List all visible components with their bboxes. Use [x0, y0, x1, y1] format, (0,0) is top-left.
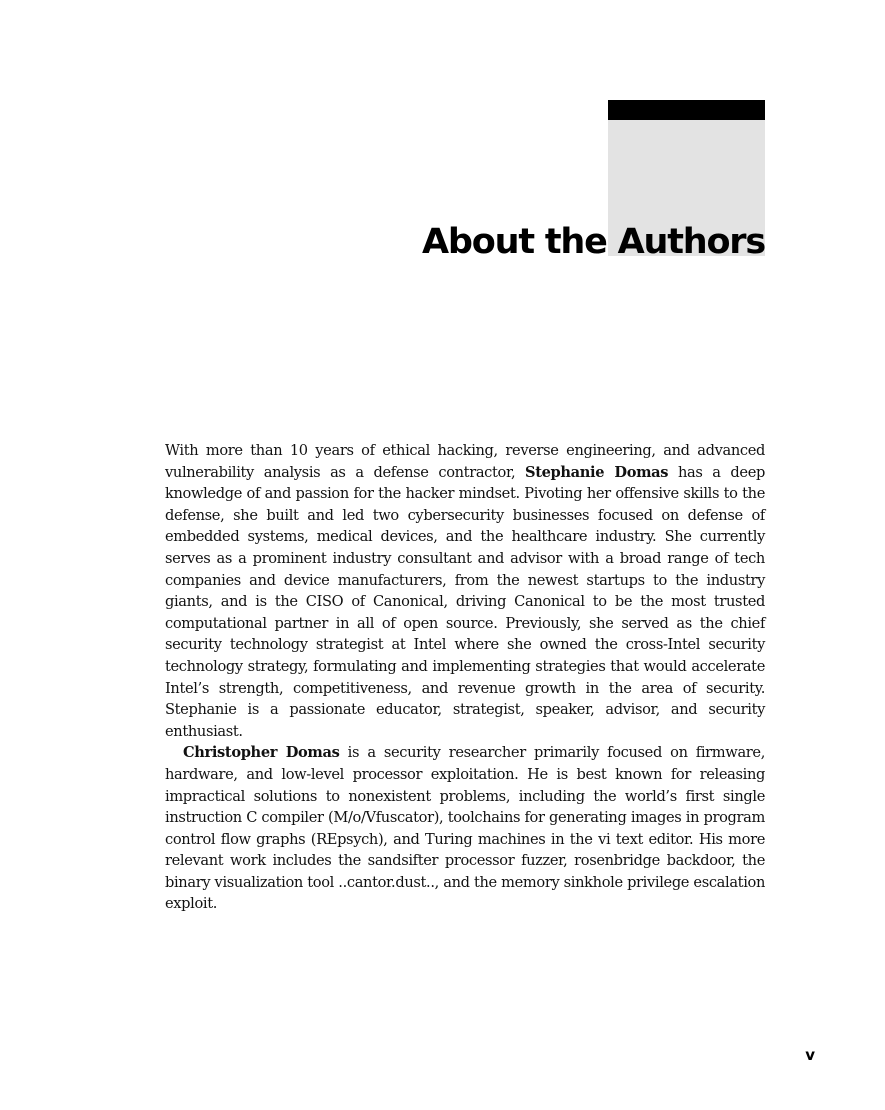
paragraph-body-text: is a security researcher primarily focused on firmware, hardware, and low-level processor exploitation. He is best known for releasing impractical solutions to nonexistent problems, including the world’s first single instruction C compiler (M/o/Vfuscator), toolchains for generating images in program control flow graphs (REpsych), and Turing machines in the vi text editor. His more relevant work includes the sandsifter processor fuzzer, rosenbridge backdoor, the binary visualization tool ..cantor.dust.., and the memory sinkhole privilege escalation exploit. — [165, 744, 765, 913]
chapter-title: About the Authors — [422, 222, 765, 262]
title-decoration-bar — [608, 100, 765, 120]
author-name-christopher: Christopher Domas — [183, 744, 340, 762]
page-number: v — [805, 1046, 815, 1064]
body-text — [165, 440, 765, 915]
author-name-stephanie: Stephanie Domas — [525, 463, 669, 481]
paragraph-christopher-bio — [165, 742, 765, 915]
paragraph-lead-text: With more than 10 years of ethical hacking, reverse engineering, and advanced vulnerability analysis as a defense contractor, — [165, 442, 765, 481]
paragraph-body-text: has a deep knowledge of and passion for the hacker mindset. Pivoting her offensive skills to the defense, she built and led two cybersecurity businesses focused on defense of embedded systems, medical devices, and the healthcare industry. She currently serves as a prominent industry consultant and advisor with a broad range of tech companies and device manufacturers, from the newest startups to the industry giants, and is the CISO of Canonical, driving Canonical to be the most trusted computational partner in all of open source. Previously, she served as the chief security technology strategist at Intel where she owned the cross-Intel security technology strategy, formulating and implementing strategies that would accelerate Intel’s strength, competitiveness, and revenue growth in the area of security. Stephanie is a passionate educator, strategist, speaker, advisor, and security enthusiast. — [165, 463, 765, 740]
paragraph-stephanie-bio — [165, 440, 765, 742]
